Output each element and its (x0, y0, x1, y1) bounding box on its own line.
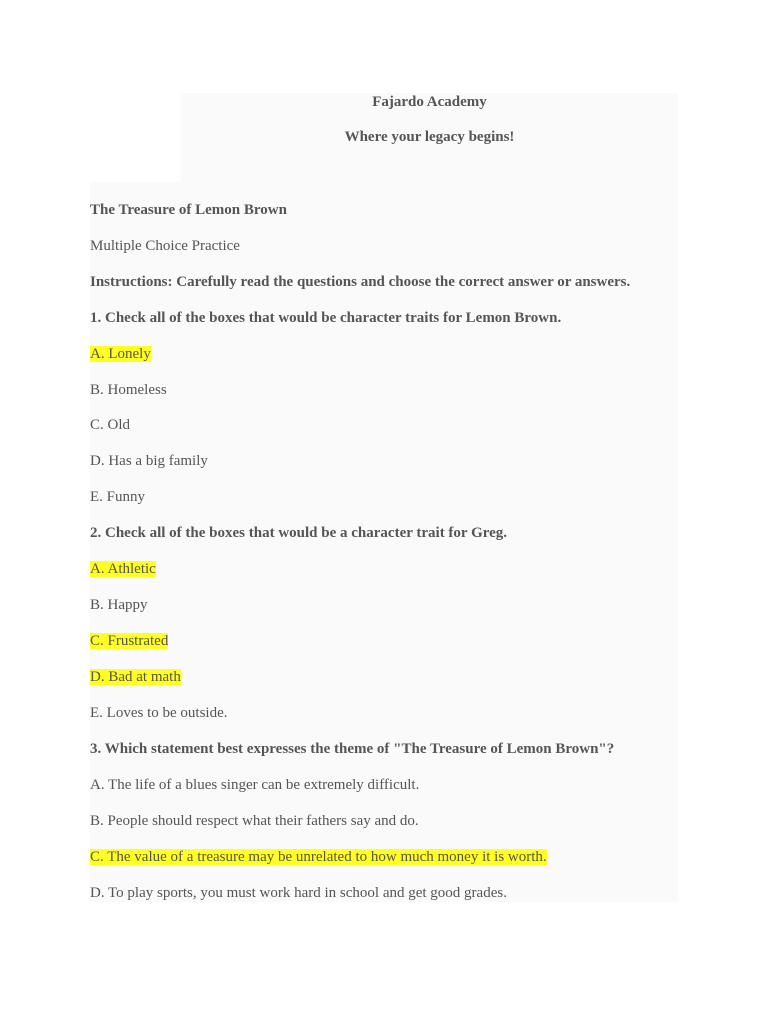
question-1-prompt: 1. Check all of the boxes that would be character traits for Lemon Brown. (90, 310, 562, 326)
worksheet-title: The Treasure of Lemon Brown (90, 202, 287, 218)
question-1-option-e[interactable]: E. Funny (90, 489, 146, 505)
question-1-option-a[interactable]: A. Lonely (90, 346, 151, 362)
question-2-option-d[interactable]: D. Bad at math (90, 669, 181, 685)
instructions: Instructions: Carefully read the questions and choose the correct answer or answers. (90, 274, 631, 290)
school-motto: Where your legacy begins! (344, 129, 515, 145)
question-3-prompt: 3. Which statement best expresses the theme of "The Treasure of Lemon Brown"? (90, 741, 615, 757)
question-2-option-e[interactable]: E. Loves to be outside. (90, 705, 228, 721)
question-1-option-c[interactable]: C. Old (90, 417, 131, 433)
question-1-option-b[interactable]: B. Homeless (90, 382, 167, 398)
question-3-option-a[interactable]: A. The life of a blues singer can be extremely difficult. (90, 777, 420, 793)
school-name: Fajardo Academy (372, 94, 487, 110)
question-2-option-c[interactable]: C. Frustrated (90, 633, 169, 649)
question-2-prompt: 2. Check all of the boxes that would be a character trait for Greg. (90, 525, 508, 541)
question-3-option-b[interactable]: B. People should respect what their fathers say and do. (90, 813, 419, 829)
worksheet-subtitle: Multiple Choice Practice (90, 238, 240, 254)
question-2-option-a[interactable]: A. Athletic (90, 561, 156, 577)
question-3-option-d[interactable]: D. To play sports, you must work hard in school and get good grades. (90, 885, 507, 901)
question-3-option-c[interactable]: C. The value of a treasure may be unrelated to how much money it is worth. (90, 849, 547, 865)
question-1-option-d[interactable]: D. Has a big family (90, 453, 208, 469)
question-2-option-b[interactable]: B. Happy (90, 597, 148, 613)
